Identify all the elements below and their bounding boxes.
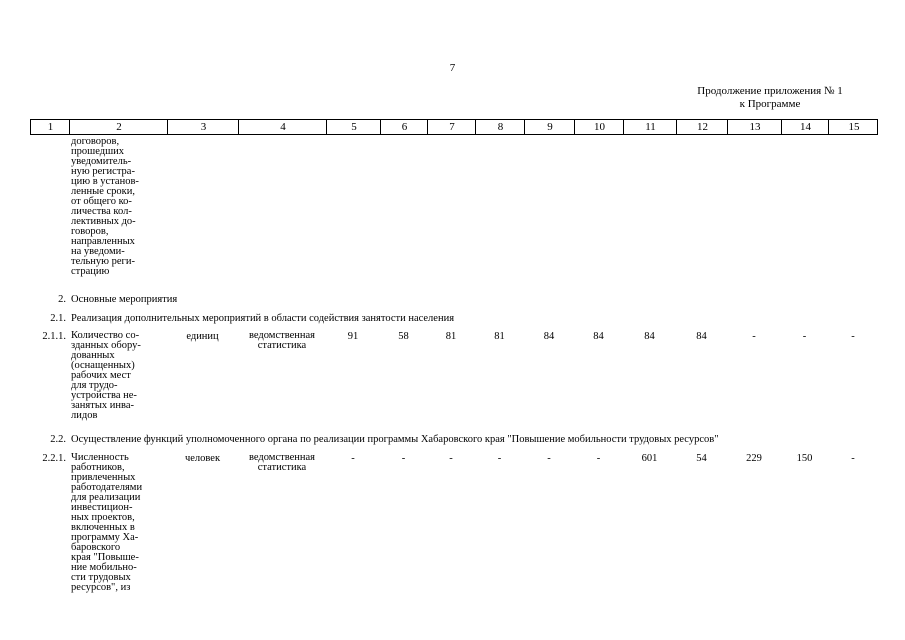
header-col-3: 3 — [200, 121, 207, 133]
header-divider — [623, 120, 624, 134]
continuation-line-1: Продолжение приложения № 1 — [697, 85, 843, 97]
value-cell: 54 — [696, 453, 707, 464]
header-col-8: 8 — [497, 121, 504, 133]
value-cell: - — [547, 453, 551, 464]
header-divider — [727, 120, 728, 134]
row-2-2-1-unit: человек — [184, 453, 221, 464]
header-divider — [676, 120, 677, 134]
value-cell: - — [851, 453, 855, 464]
section-2-title: Основные мероприятия — [71, 294, 178, 305]
value-cell: 601 — [641, 453, 658, 464]
continuation-note — [675, 85, 865, 111]
value-cell: - — [351, 453, 355, 464]
header-divider — [69, 120, 70, 134]
value-cell: 84 — [543, 331, 555, 342]
row-2-2-1-number: 2.2.1. — [42, 453, 66, 464]
value-cell: - — [449, 453, 453, 464]
value-cell: - — [851, 331, 855, 342]
header-col-12: 12 — [697, 121, 708, 133]
value-cell: 229 — [746, 453, 762, 464]
value-cell: 81 — [445, 331, 457, 342]
header-col-2: 2 — [116, 121, 122, 133]
continuation-line-2: к Программе — [739, 98, 801, 110]
section-2-1-title: Реализация дополнительных мероприятий в области содействия занятости населения — [71, 313, 455, 324]
header-col-9: 9 — [547, 121, 553, 133]
row-2-1-1-source: ведомственная статистика — [249, 330, 315, 351]
header-col-1: 1 — [47, 121, 54, 133]
section-2-2-title: Осуществление функций уполномоченного органа по реализации программы Хабаровского края "Повышение мобильности трудовых ресурсов" — [71, 434, 719, 445]
section-2-2-number: 2.2. — [50, 434, 66, 445]
row-2-2-1-source: ведомственная статистика — [249, 452, 315, 473]
header-col-14: 14 — [800, 121, 811, 133]
header-divider — [475, 120, 476, 134]
row-2-1-1-number: 2.1.1. — [42, 331, 66, 342]
value-cell: - — [497, 453, 502, 464]
header-divider — [238, 120, 239, 134]
header-divider — [781, 120, 782, 134]
value-cell: 84 — [696, 331, 707, 342]
value-cell: 58 — [398, 331, 409, 342]
section-2-number: 2. — [58, 294, 66, 305]
section-2-1-number: 2.1. — [50, 313, 66, 324]
header-divider — [427, 120, 428, 134]
header-col-11: 11 — [645, 121, 656, 133]
header-col-10: 10 — [594, 121, 605, 133]
header-col-4: 4 — [280, 121, 286, 133]
continued-row-name: договоров, прошедших уведомитель- ную регистра- цию в установ- ленные сроки, от общего ко- личества кол- лективных до- говоров, направленных на уведоми- тельную реги- страцию — [71, 136, 139, 277]
value-cell: 81 — [494, 331, 505, 342]
header-divider — [524, 120, 525, 134]
table-header-row — [30, 119, 878, 135]
header-divider — [574, 120, 575, 134]
header-divider — [828, 120, 829, 134]
value-cell: - — [752, 331, 756, 342]
header-divider — [326, 120, 327, 134]
header-divider — [380, 120, 381, 134]
row-2-1-1-name: Количество со- зданных обору- дованных (оснащенных) рабочих мест для трудо- устройства не- занятых инва- лидов — [71, 330, 141, 421]
header-col-15: 15 — [848, 121, 860, 133]
page-number: 7 — [449, 62, 456, 74]
value-cell: 84 — [644, 331, 655, 342]
row-2-2-1-name: Численность работников, привлеченных работодателями для реализации инвестицион- ных проектов, включенных в программу Ха- баровского края "Повыше- ние мобильно- сти трудовых ресурсов", из — [71, 452, 143, 593]
header-col-13: 13 — [749, 121, 761, 133]
header-col-7: 7 — [449, 121, 455, 133]
header-divider — [167, 120, 168, 134]
value-cell: - — [401, 453, 406, 464]
value-cell: - — [802, 331, 807, 342]
header-col-5: 5 — [351, 121, 357, 133]
value-cell: 150 — [796, 453, 813, 464]
value-cell: 91 — [347, 331, 359, 342]
row-2-1-1-unit: единиц — [186, 331, 219, 342]
header-col-6: 6 — [401, 121, 408, 133]
value-cell: 84 — [593, 331, 604, 342]
value-cell: - — [596, 453, 601, 464]
